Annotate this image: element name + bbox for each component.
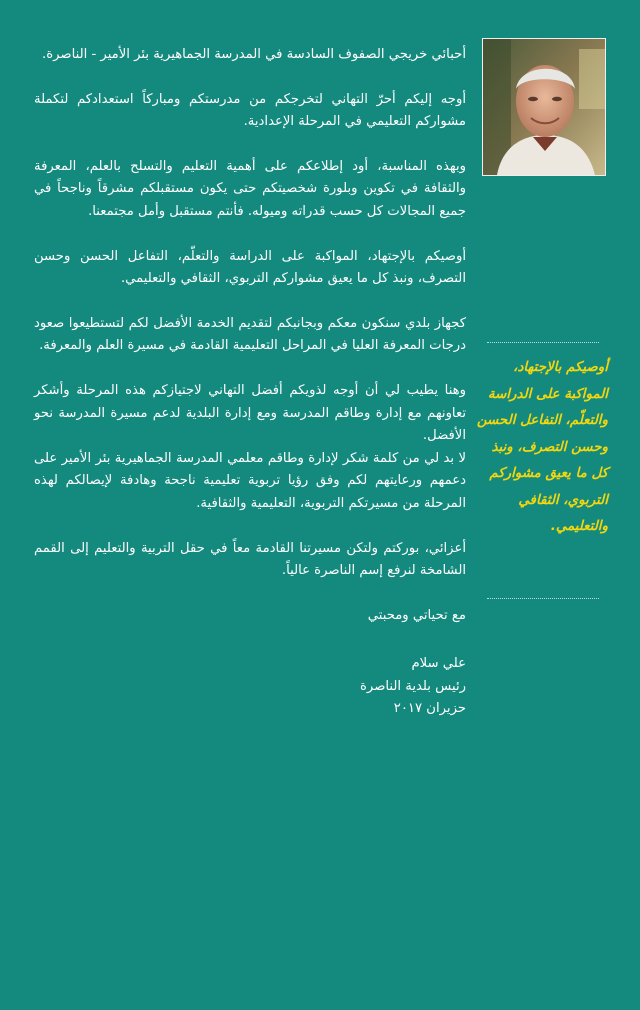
letter-greeting: أحبائي خريجي الصفوف السادسة في المدرسة الجماهيرية بئر الأمير - الناصرة. — [42, 47, 466, 62]
letter-closing: مع تحياتي ومحبتي — [367, 607, 466, 623]
letter-paragraph-1: أوجه إليكم أحرّ التهاني لتخرجكم من مدرستكم ومباركاً استعدادكم لتكملة مشواركم التعليمي في المرحلة الإعدادية. — [34, 91, 466, 130]
signature-title: رئيس بلدية الناصرة — [360, 678, 466, 694]
pull-quote: أوصيكم بالإجتهاد، المواكبة على الدراسة والتعلّم، التفاعل الحسن وحسن التصرف، ونبذ كل ما يعيق مشواركم التربوي، الثقافي والتعليمي. — [476, 360, 608, 534]
letter-paragraph-2: وبهذه المناسبة، أود إطلاعكم على أهمية التعليم والتسلح بالعلم، المعرفة والثقافة في تكوين وبلورة شخصيتكم حتى يكون مستقبلكم مشرقاً وناجحاً في جميع المجالات كل حسب قدراته وميوله. فأنتم مستقبل وأمل مجتمعنا. — [34, 158, 466, 219]
letter-paragraph-4: كجهاز بلدي سنكون معكم وبجانبكم لتقديم الخدمة الأفضل لكم لتستطيعوا صعود درجات المعرفة العليا في المراحل التعليمية القادمة في مسيرة العلم والمعرفة. — [34, 315, 466, 354]
letter-paragraph-7: أعزائي، بوركتم ولتكن مسيرتنا القادمة معاً في حقل التربية والتعليم إلى القمم الشامخة لنرفع إسم الناصرة عالياً. — [34, 540, 466, 579]
signature-name: علي سلام — [411, 656, 466, 672]
author-portrait-image — [483, 39, 605, 175]
pull-quote-bottom-rule — [487, 598, 599, 599]
letter-paragraph-3: أوصيكم بالإجتهاد، المواكبة على الدراسة والتعلّم، التفاعل الحسن وحسن التصرف، ونبذ كل ما يعيق مشواركم التربوي، الثقافي والتعليمي. — [34, 248, 466, 287]
signature-block — [34, 653, 466, 721]
letter-paragraph-6: لا بد لي من كلمة شكر لإدارة وطاقم معلمي المدرسة الجماهيرية بئر الأمير على دعمهم ورعايتهم لكم وفق رؤيا تربوية تعليمية ناجحة وهادفة لإيصالكم لهذه المرحلة من مسيرتكم التربوية، التعليمية والثقافية. — [34, 450, 466, 511]
letter-body — [34, 44, 466, 721]
author-photo — [482, 38, 606, 176]
letter-paragraph-5: وهنا يطيب لي أن أوجه لذويكم أفضل التهاني لاجتيازكم هذه المرحلة وأشكر تعاونهم مع إدارة وطاقم المدرسة ومع إدارة البلدية لدعم مسيرة المدرسة نحو الأفضل. — [34, 382, 466, 444]
pull-quote-top-rule — [487, 342, 599, 343]
signature-date: حزيران ٢٠١٧ — [393, 701, 466, 717]
